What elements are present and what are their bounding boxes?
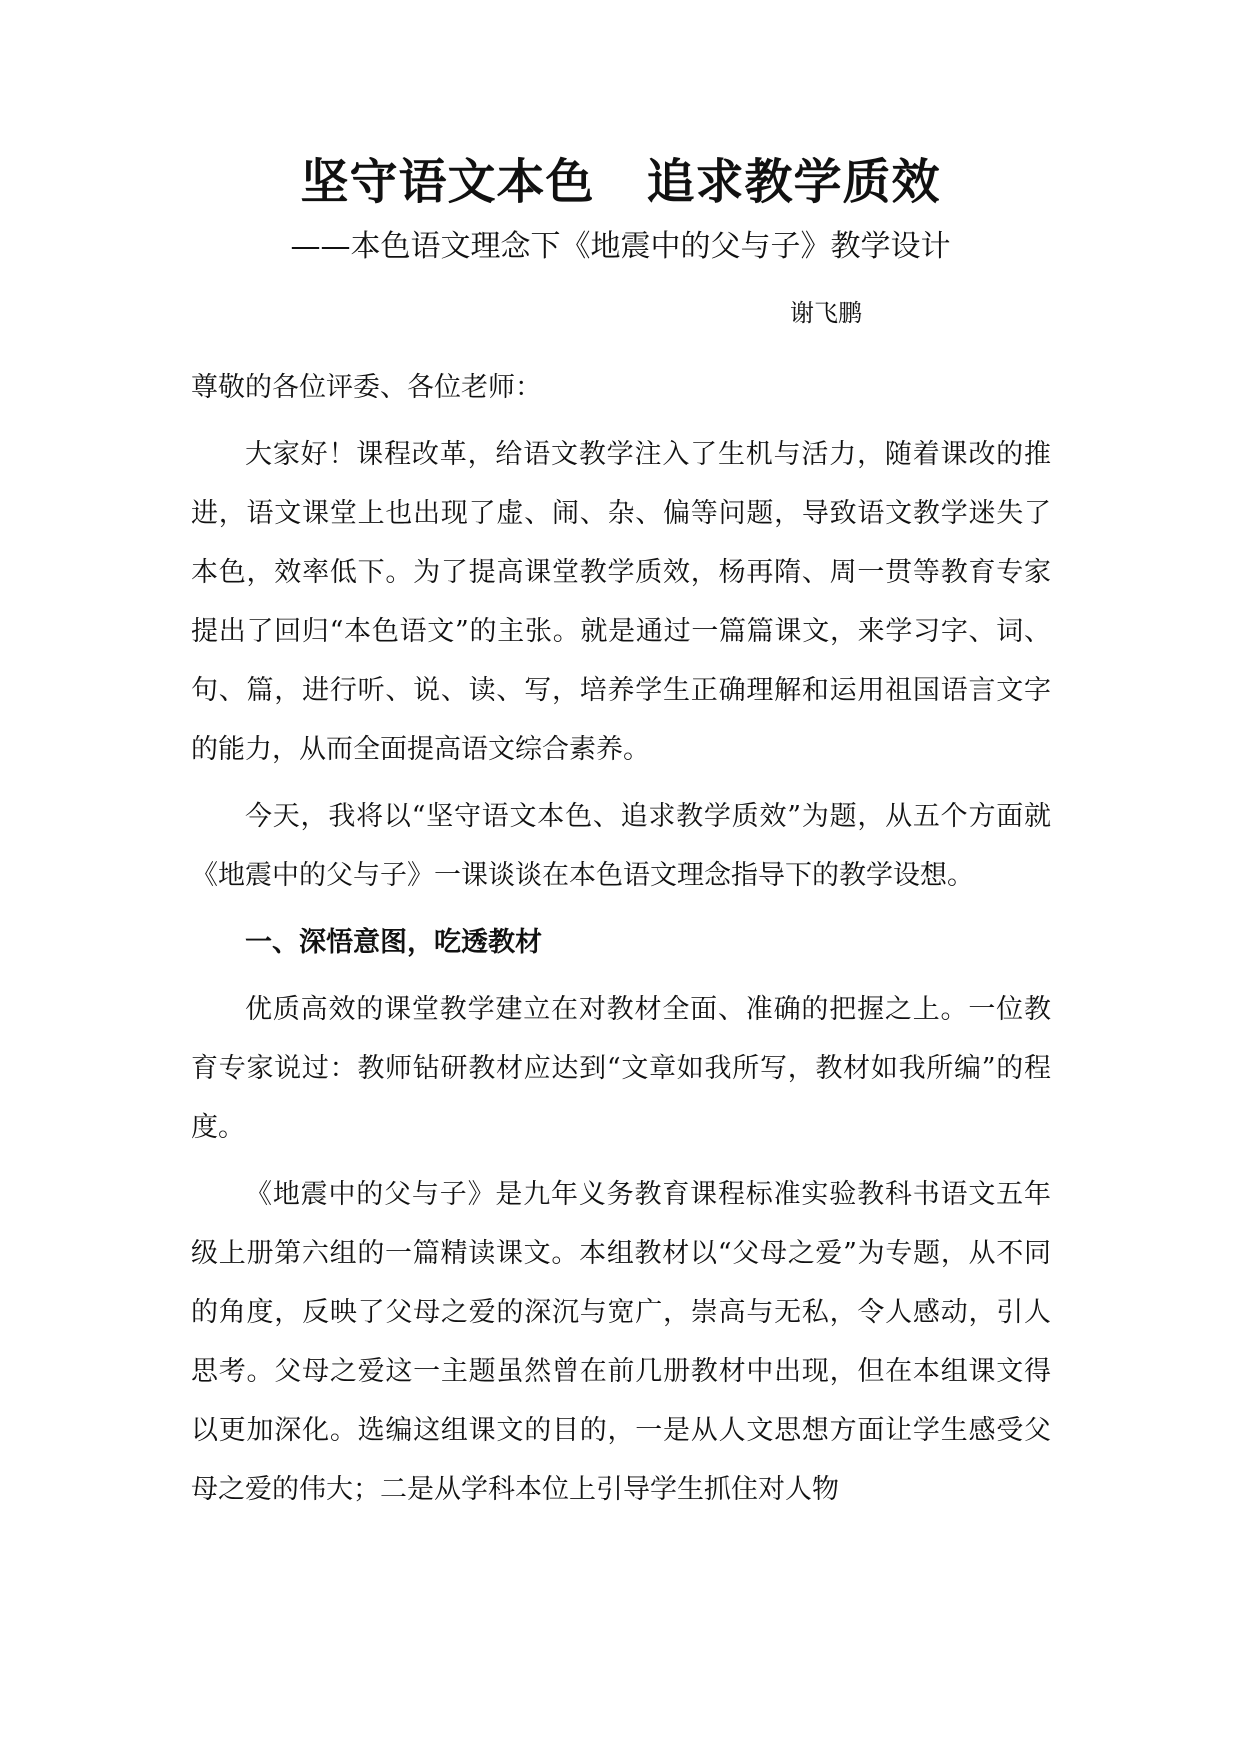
document-body: [191, 358, 1051, 1527]
section-heading: 一、深悟意图，吃透教材: [245, 927, 542, 958]
title-part-2: 追求教学质效: [646, 154, 941, 210]
document-title: [0, 150, 1241, 214]
document-author: 谢飞鹏: [790, 299, 862, 327]
title-part-1: 坚守语文本色: [300, 154, 595, 210]
document-subtitle: ——本色语文理念下《地震中的父与子》教学设计: [290, 229, 951, 264]
greeting-line: 尊敬的各位评委、各位老师：: [191, 372, 542, 403]
intro-paragraph: 大家好！课程改革，给语文教学注入了生机与活力，随着课改的推进，语文课堂上也出现了虚、闹、杂、偏等问题，导致语文教学迷失了本色，效率低下。为了提高课堂教学质效，杨再隋、周一贯等教育专家提出了回归“本色语文”的主张。就是通过一篇篇课文，来学习字、词、句、篇，进行听、说、读、写，培养学生正确理解和运用祖国语言文字的能力，从而全面提高语文综合素养。: [191, 439, 1051, 765]
section-paragraph: 《地震中的父与子》是九年义务教育课程标准实验教科书语文五年级上册第六组的一篇精读课文。本组教材以“父母之爱”为专题，从不同的角度，反映了父母之爱的深沉与宽广，崇高与无私，令人感动，引人思考。父母之爱这一主题虽然曾在前几册教材中出现，但在本组课文得以更加深化。选编这组课文的目的，一是从人文思想方面让学生感受父母之爱的伟大；二是从学科本位上引导学生抓住对人物: [191, 1179, 1051, 1505]
section-paragraph: 优质高效的课堂教学建立在对教材全面、准确的把握之上。一位教育专家说过：教师钻研教材应达到“文章如我所写，教材如我所编”的程度。: [191, 994, 1051, 1143]
topic-paragraph: 今天，我将以“坚守语文本色、追求教学质效”为题，从五个方面就《地震中的父与子》一课谈谈在本色语文理念指导下的教学设想。: [191, 801, 1051, 891]
